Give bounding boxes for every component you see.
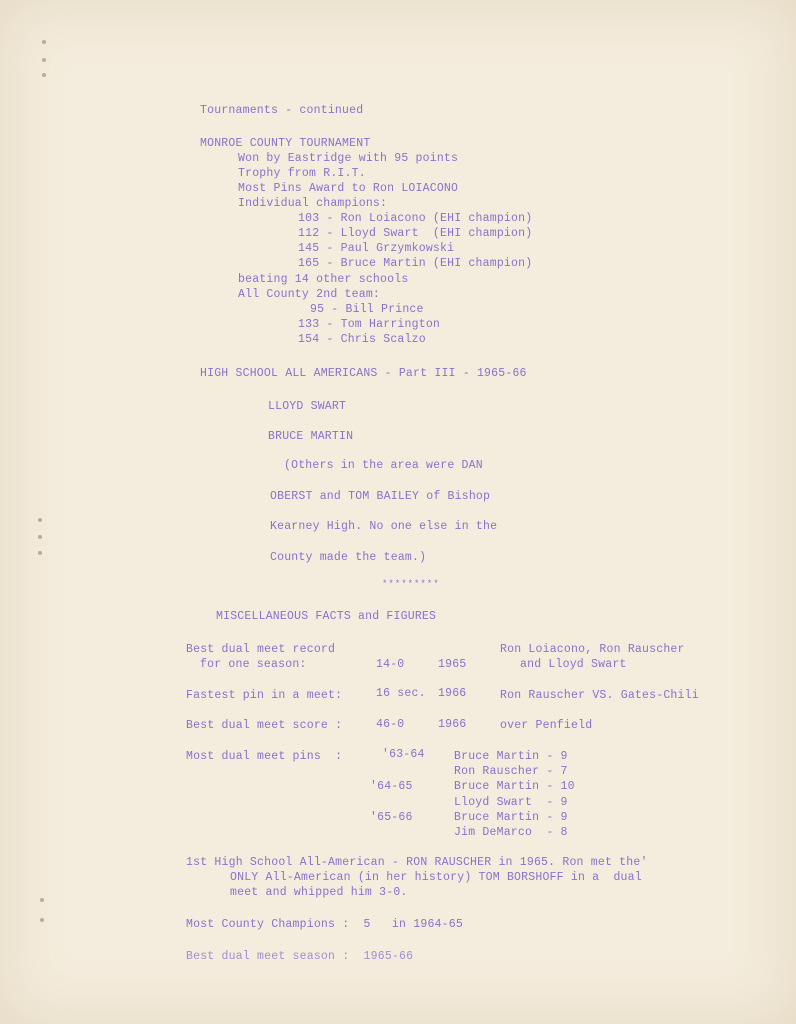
pins-entry: Bruce Martin - 9 [454, 750, 568, 763]
fastest-pin-value: 16 sec. [376, 687, 426, 700]
pins-entry: Jim DeMarco - 8 [454, 826, 568, 839]
misc-title: MISCELLANEOUS FACTS and FIGURES [216, 610, 437, 623]
best-record-holders-2: and Lloyd Swart [520, 658, 627, 671]
fastest-pin-year: 1966 [438, 687, 467, 700]
second-team-entry: 95 - Bill Prince [310, 303, 424, 316]
monroe-trophy: Trophy from R.I.T. [238, 167, 366, 180]
punch-hole [40, 898, 44, 902]
best-score-label: Best dual meet score : [186, 719, 343, 732]
fastest-pin-label: Fastest pin in a meet: [186, 689, 343, 702]
punch-hole [42, 73, 46, 77]
pins-entry: Bruce Martin - 10 [454, 780, 575, 793]
champion-entry: 112 - Lloyd Swart (EHI champion) [298, 227, 533, 240]
page-heading: Tournaments - continued [200, 104, 364, 117]
best-record-holders: Ron Loiacono, Ron Rauscher [500, 643, 685, 656]
monroe-beating: beating 14 other schools [238, 273, 409, 286]
champion-entry: 103 - Ron Loiacono (EHI champion) [298, 212, 533, 225]
all-americans-note: OBERST and TOM BAILEY of Bishop [270, 490, 491, 503]
best-record-year: 1965 [438, 658, 467, 671]
best-record-label-2: for one season: [200, 658, 307, 671]
punch-hole [42, 58, 46, 62]
best-score-year: 1966 [438, 718, 467, 731]
first-all-american-line: 1st High School All-American - RON RAUSCHER in 1965. Ron met the' [186, 856, 648, 869]
section-divider: ********* [382, 579, 440, 589]
pins-entry: Lloyd Swart - 9 [454, 796, 568, 809]
second-team-entry: 154 - Chris Scalzo [298, 333, 426, 346]
punch-hole [40, 918, 44, 922]
best-record-value: 14-0 [376, 658, 405, 671]
punch-hole [38, 551, 42, 555]
punch-hole [38, 518, 42, 522]
all-americans-note: Kearney High. No one else in the [270, 520, 498, 533]
all-americans-note: County made the team.) [270, 551, 427, 564]
punch-hole [38, 535, 42, 539]
pins-season: '65-66 [370, 811, 413, 824]
most-pins-label: Most dual meet pins : [186, 750, 343, 763]
first-all-american-line: ONLY All-American (in her history) TOM BORSHOFF in a dual [230, 871, 642, 884]
most-county-champions: Most County Champions : 5 in 1964-65 [186, 918, 463, 931]
all-american-name: BRUCE MARTIN [268, 430, 354, 443]
punch-hole [42, 40, 46, 44]
best-record-label: Best dual meet record [186, 643, 336, 656]
pins-season: '64-65 [370, 780, 413, 793]
monroe-most-pins: Most Pins Award to Ron LOIACONO [238, 182, 459, 195]
champion-entry: 145 - Paul Grzymkowski [298, 242, 455, 255]
best-dual-meet-season: Best dual meet season : 1965-66 [186, 950, 414, 963]
pins-entry: Bruce Martin - 9 [454, 811, 568, 824]
best-score-value: 46-0 [376, 718, 405, 731]
champion-entry: 165 - Bruce Martin (EHI champion) [298, 257, 533, 270]
best-score-opponent: over Penfield [500, 719, 593, 732]
pins-entry: Ron Rauscher - 7 [454, 765, 568, 778]
pins-season: '63-64 [382, 748, 425, 761]
second-team-label: All County 2nd team: [238, 288, 381, 301]
monroe-title: MONROE COUNTY TOURNAMENT [200, 137, 371, 150]
monroe-individual-label: Individual champions: [238, 197, 388, 210]
monroe-won-by: Won by Eastridge with 95 points [238, 152, 459, 165]
all-american-name: LLOYD SWART [268, 400, 347, 413]
second-team-entry: 133 - Tom Harrington [298, 318, 441, 331]
first-all-american-line: meet and whipped him 3-0. [230, 886, 408, 899]
all-americans-title: HIGH SCHOOL ALL AMERICANS - Part III - 1965-66 [200, 367, 527, 380]
all-americans-note: (Others in the area were DAN [284, 459, 483, 472]
fastest-pin-holder: Ron Rauscher VS. Gates-Chili [500, 689, 699, 702]
